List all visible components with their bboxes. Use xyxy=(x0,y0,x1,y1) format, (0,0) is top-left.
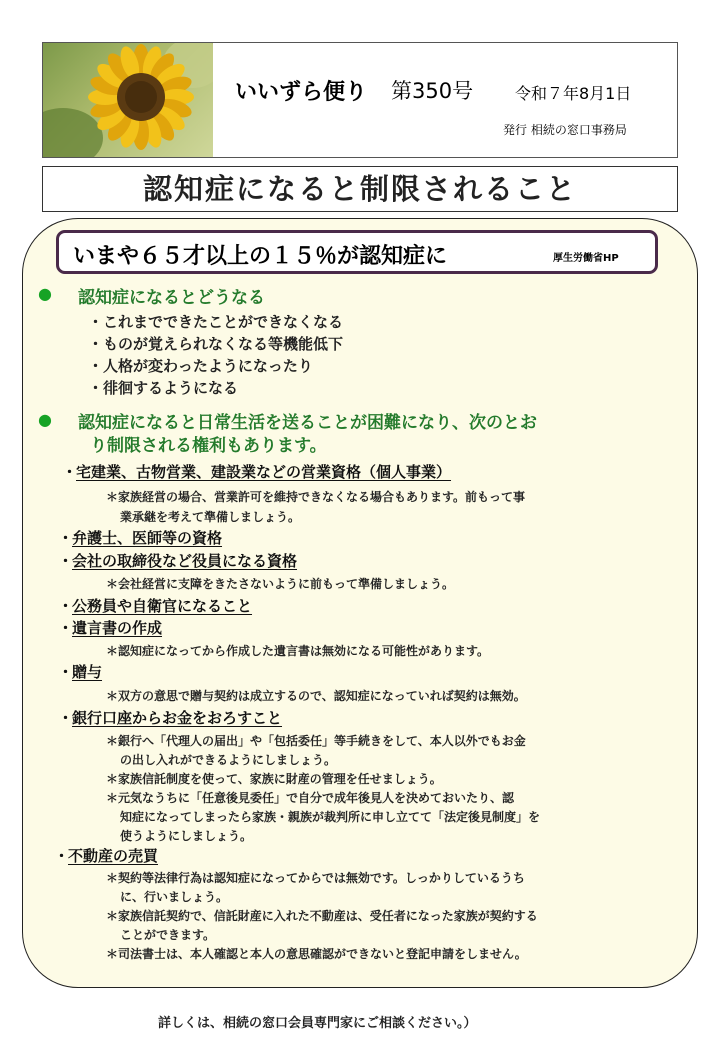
note: 知症になってしまったら家族・親族が裁判所に申し立てて「法定後見制度」を xyxy=(120,810,541,824)
note: ＊家族信託契約で、信託財産に入れた不動産は、受任者になった家族が契約する xyxy=(106,909,538,923)
list-item: ・ものが覚えられなくなる等機能低下 xyxy=(88,335,344,353)
category-director: 会社の取締役など役員になる資格 xyxy=(72,552,298,570)
publisher: 発行 相続の窓口事務局 xyxy=(503,123,627,137)
sunflower-icon xyxy=(43,43,213,157)
subtitle-source: 厚生労働省HP xyxy=(553,253,619,264)
issue-number: 第350号 xyxy=(391,79,474,103)
section2-heading-line2: り制限される権利もあります。 xyxy=(90,436,327,456)
newsletter-title: いいずら便り xyxy=(235,80,368,105)
category-dot: ・ xyxy=(62,463,78,481)
category-lawyer: 弁護士、医師等の資格 xyxy=(72,529,223,547)
list-item: ・人格が変わったようになったり xyxy=(88,357,313,375)
note: ことができます。 xyxy=(120,928,216,942)
list-item: ・これまでできたことができなくなる xyxy=(88,313,344,331)
subtitle-box xyxy=(56,230,658,274)
note: 業承継を考えて準備しましょう。 xyxy=(120,510,301,524)
note: ＊家族経営の場合、営業許可を維持できなくなる場合もあります。前もって事 xyxy=(106,490,526,504)
category-civil-servant: 公務員や自衛官になること xyxy=(72,597,253,615)
section2-bullet-icon: ● xyxy=(38,410,52,429)
category-business: 宅建業、古物営業、建設業などの営業資格（個人事業） xyxy=(76,463,452,481)
note: ＊双方の意思で贈与契約は成立するので、認知症になっていれば契約は無効。 xyxy=(106,689,526,703)
category-bank: 銀行口座からお金をおろすこと xyxy=(72,709,283,727)
note: に、行いましょう。 xyxy=(120,890,229,904)
main-title: 認知症になると制限されること xyxy=(42,166,678,212)
list-item: ・徘徊するようになる xyxy=(88,379,239,397)
subtitle-text: いまや６５才以上の１５％が認知症に xyxy=(73,244,448,269)
category-dot: ・ xyxy=(54,847,70,865)
note: ＊契約等法律行為は認知症になってからでは無効です。しっかりしているうち xyxy=(106,871,525,885)
issue-date: 令和７年8月1日 xyxy=(515,84,632,103)
note: ＊会社経営に支障をきたさないように前もって準備しましょう。 xyxy=(106,577,455,591)
note: の出し入れができるようにしましょう。 xyxy=(120,753,337,767)
category-dot: ・ xyxy=(58,529,74,547)
category-real-estate: 不動産の売買 xyxy=(68,847,159,865)
category-dot: ・ xyxy=(58,619,74,637)
category-dot: ・ xyxy=(58,709,74,727)
section2-heading-line1: 認知症になると日常生活を送ることが困難になり、次のとお xyxy=(78,413,537,433)
category-dot: ・ xyxy=(58,597,74,615)
category-will: 遺言書の作成 xyxy=(72,619,163,637)
note: ＊銀行へ「代理人の届出」や「包括委任」等手続きをして、本人以外でもお金 xyxy=(106,734,526,748)
category-dot: ・ xyxy=(58,552,74,570)
category-dot: ・ xyxy=(58,663,74,681)
newsletter-header xyxy=(42,42,678,158)
footer-note: 詳しくは、相続の窓口会員専門家にご相談ください。） xyxy=(158,1016,477,1031)
note: ＊司法書士は、本人確認と本人の意思確認ができないと登記申請をしません。 xyxy=(106,947,527,961)
sunflower-image xyxy=(43,43,213,157)
note: ＊認知症になってから作成した遺言書は無効になる可能性があります。 xyxy=(106,644,490,658)
section1-heading: 認知症になるとどうなる xyxy=(78,288,265,308)
note: ＊元気なうちに「任意後見委任」で自分で成年後見人を決めておいたり、認 xyxy=(106,791,515,805)
note: 使うようにしましょう。 xyxy=(120,829,253,843)
note: ＊家族信託制度を使って、家族に財産の管理を任せましょう。 xyxy=(106,772,442,786)
category-gift: 贈与 xyxy=(72,663,103,681)
section1-bullet-icon: ● xyxy=(38,284,52,303)
